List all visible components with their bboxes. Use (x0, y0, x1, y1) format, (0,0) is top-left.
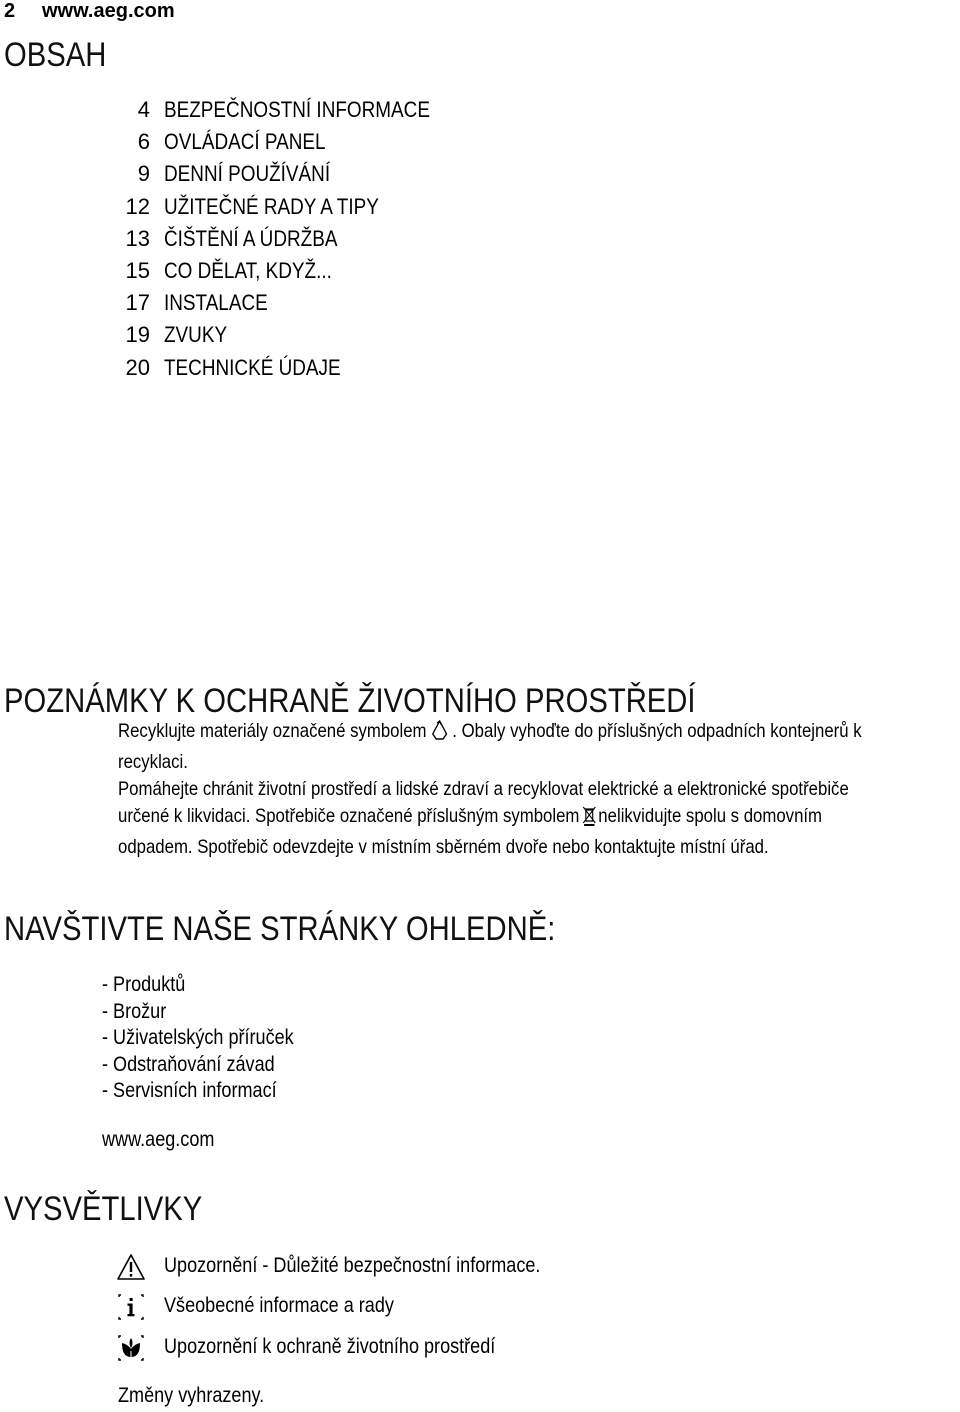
toc-page-number: 17 (125, 290, 150, 316)
legend-text: Upozornění - Důležité bezpečnostní informace. (164, 1254, 541, 1277)
toc-title: ČIŠTĚNÍ A ÚDRŽBA (164, 225, 338, 251)
toc-item[interactable] (110, 225, 530, 257)
list-item: - Servisních informací (102, 1079, 277, 1102)
header-site-link[interactable]: www.aeg.com (42, 0, 175, 22)
list-item: - Brožur (102, 999, 167, 1023)
toc-title: UŽITEČNÉ RADY A TIPY (164, 193, 379, 219)
website-link[interactable]: www.aeg.com (102, 1128, 215, 1151)
toc-item[interactable] (110, 193, 530, 225)
toc-title: OVLÁDACÍ PANEL (164, 129, 326, 155)
environment-text: určené k likvidaci. Spotřebiče označené příslušným symbolem (118, 805, 580, 827)
toc-page-number: 12 (125, 193, 150, 219)
toc-item[interactable] (110, 257, 530, 289)
toc-page-number: 9 (137, 161, 150, 187)
toc-page-number: 6 (137, 129, 150, 155)
environment-line: Pomáhejte chránit životní prostředí a lidské zdraví a recyklovat elektrické a elektronické spotřebiče (118, 778, 849, 800)
table-of-contents (110, 96, 530, 386)
legend-heading: VYSVĚTLIVKY (4, 1190, 203, 1228)
toc-title: BEZPEČNOSTNÍ INFORMACE (164, 97, 430, 122)
toc-item[interactable] (110, 354, 530, 386)
toc-page-number: 15 (125, 257, 150, 283)
toc-title: INSTALACE (164, 290, 268, 316)
list-item: - Produktů (102, 973, 186, 996)
toc-page-number: 20 (125, 354, 150, 380)
warning-icon (116, 1252, 146, 1282)
visit-list (102, 972, 294, 1105)
recycle-icon (429, 719, 450, 749)
environment-line (118, 803, 944, 834)
toc-item[interactable] (110, 289, 530, 321)
page-number: 2 (4, 0, 16, 22)
toc-page-number: 4 (137, 97, 150, 122)
environment-text: Recyklujte materiály označené symbolem (118, 720, 427, 742)
environment-paragraph (118, 718, 944, 861)
environment-line: recyklaci. (118, 751, 188, 773)
environment-line: odpadem. Spotřebič odevzdejte v místním sběrném dvoře nebo kontaktujte místní úřad. (118, 836, 769, 858)
toc-item[interactable] (110, 96, 530, 128)
list-item: - Uživatelských příruček (102, 1026, 294, 1049)
environment-line (118, 718, 944, 749)
toc-item[interactable] (110, 160, 530, 192)
environment-heading: POZNÁMKY K OCHRANĚ ŽIVOTNÍHO PROSTŘEDÍ (4, 682, 696, 720)
list-item: - Odstraňování závad (102, 1052, 275, 1076)
toc-item[interactable] (110, 128, 530, 160)
contents-heading: OBSAH (4, 36, 107, 74)
toc-title: CO DĚLAT, KDYŽ... (164, 257, 332, 283)
crossed-bin-icon (582, 804, 596, 834)
toc-title: ZVUKY (164, 322, 228, 348)
environment-text: . Obaly vyhoďte do příslušných odpadních kontejnerů k (452, 720, 862, 742)
info-icon (116, 1292, 146, 1322)
environment-icon (116, 1333, 146, 1363)
toc-title: DENNÍ POUŽÍVÁNÍ (164, 161, 331, 187)
visit-heading: NAVŠTIVTE NAŠE STRÁNKY OHLEDNĚ: (4, 910, 556, 948)
toc-item[interactable] (110, 321, 530, 353)
environment-text: nelikvidujte spolu s domovním (598, 805, 823, 827)
changes-reserved-note: Změny vyhrazeny. (118, 1384, 265, 1407)
toc-page-number: 13 (125, 225, 150, 251)
toc-page-number: 19 (125, 322, 150, 348)
legend-text: Upozornění k ochraně životního prostředí (164, 1335, 496, 1358)
toc-title: TECHNICKÉ ÚDAJE (164, 354, 341, 380)
legend-text: Všeobecné informace a rady (164, 1294, 394, 1317)
